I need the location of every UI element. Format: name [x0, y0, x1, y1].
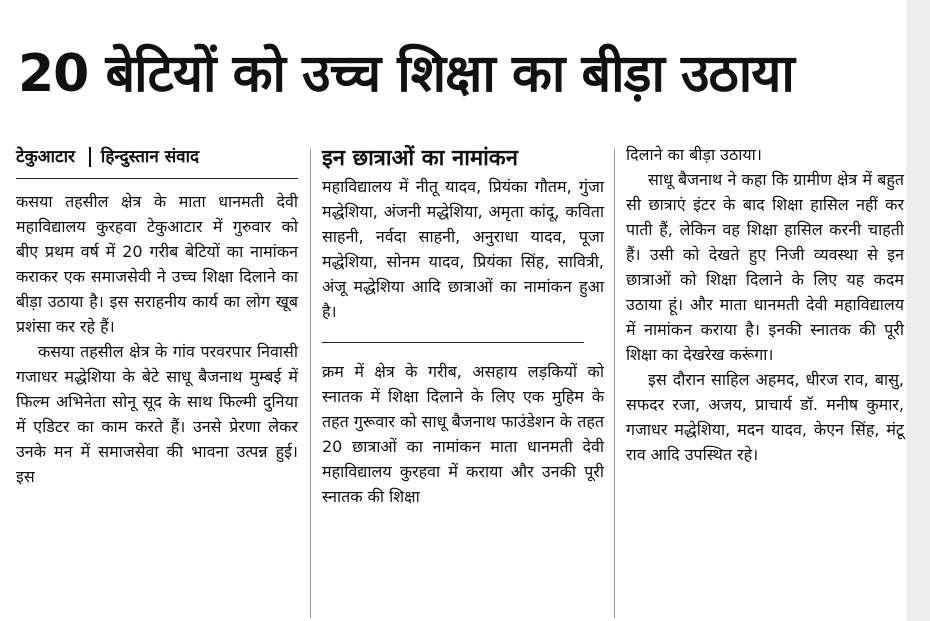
column-divider-1 — [310, 148, 311, 618]
paragraph-3: क्रम में क्षेत्र के गरीब, असहाय लड़कियों को स्नातक में शिक्षा दिलाने के लिए एक मुहिम के तहत गुरूवार को साधू बैजनाथ फाउंडेशन के तहत 20 छात्राओं का नामांकन माता धानमती देवी महाविद्यालय कुरहवा में कराया और उनकी पूरी स्नातक की शिक्षा — [322, 362, 604, 506]
paragraph-6: इस दौरान साहिल अहमद, धीरज राव, बासु, सफदर रजा, अजय, प्राचार्य डॉ. मनीष कुमार, गजाधर मद्धेशिया, मदन यादव, केएन सिंह, मंटू राव आदि उपस्थित रहे। — [626, 370, 904, 464]
subheading: इन छात्राओं का नामांकन — [322, 146, 518, 171]
paragraph-1: कसया तहसील क्षेत्र के माता धानमती देवी महाविद्यालय कुरहवा टेकुआटार में गुरुवार को बीए प्रथम वर्ष में 20 गरीब बेटियों का नामांकन कराकर एक समाजसेवी ने उच्च शिक्षा दिलाने का बीड़ा उठाया है। इस सराहनीय कार्य का लोग खूब प्रशंसा कर रहे हैं। — [16, 192, 298, 336]
column-1 — [16, 142, 298, 489]
student-names-paragraph: महाविद्यालय में नीतू यादव, प्रियंका गौतम, गुंजा मद्धेशिया, अंजनी मद्धेशिया, अमृता कांदू, कविता साहनी, नर्वदा साहनी, अनुराधा यादव, पूजा मद्धेशिया, सोनम यादव, प्रियंका सिंह, सावित्री, अंजू मद्धेशिया आदि छात्राओं का नामांकन हुआ है। — [322, 177, 604, 321]
column-3 — [626, 142, 904, 467]
page-edge-strip — [906, 0, 930, 621]
paragraph-2: कसया तहसील क्षेत्र के गांव परवरपार निवासी गजाधर मद्धेशिया के बेटे साधू बैजनाथ मुम्बई में फिल्म अभिनेता सोनू सूद के साथ फिल्मी दुनिया में एडिटर का काम करते हैं। उनसे प्रेरणा लेकर उनके मन में समाजसेवा की भावना उत्पन्न हुई। इस — [16, 342, 298, 486]
byline-source: हिन्दुस्तान संवाद — [100, 147, 200, 167]
column-divider-2 — [614, 148, 615, 618]
byline-rule — [16, 178, 298, 179]
headline: 20 बेटियों को उच्च शिक्षा का बीड़ा उठाया — [18, 44, 794, 104]
byline-place: टेकुआटार — [16, 147, 75, 167]
byline-separator — [89, 147, 91, 167]
column-2 — [322, 142, 604, 509]
paragraph-4: दिलाने का बीड़ा उठाया। — [626, 145, 762, 164]
byline — [16, 142, 298, 172]
section-rule — [322, 342, 584, 343]
paragraph-5: साधू बैजनाथ ने कहा कि ग्रामीण क्षेत्र में बहुत सी छात्राएं इंटर के बाद शिक्षा हासिल नहीं कर पाती हैं, लेकिन वह शिक्षा हासिल करनी चाहती हैं। उसी को देखते हुए निजी व्यवस्था से इन छात्राओं को शिक्षा दिलाने के लिए यह कदम उठाया हूं। और माता धानमती देवी महाविद्यालय में नामांकन कराया है। इनकी स्नातक की पूरी शिक्षा का देखरेख करूंगा। — [626, 170, 904, 364]
